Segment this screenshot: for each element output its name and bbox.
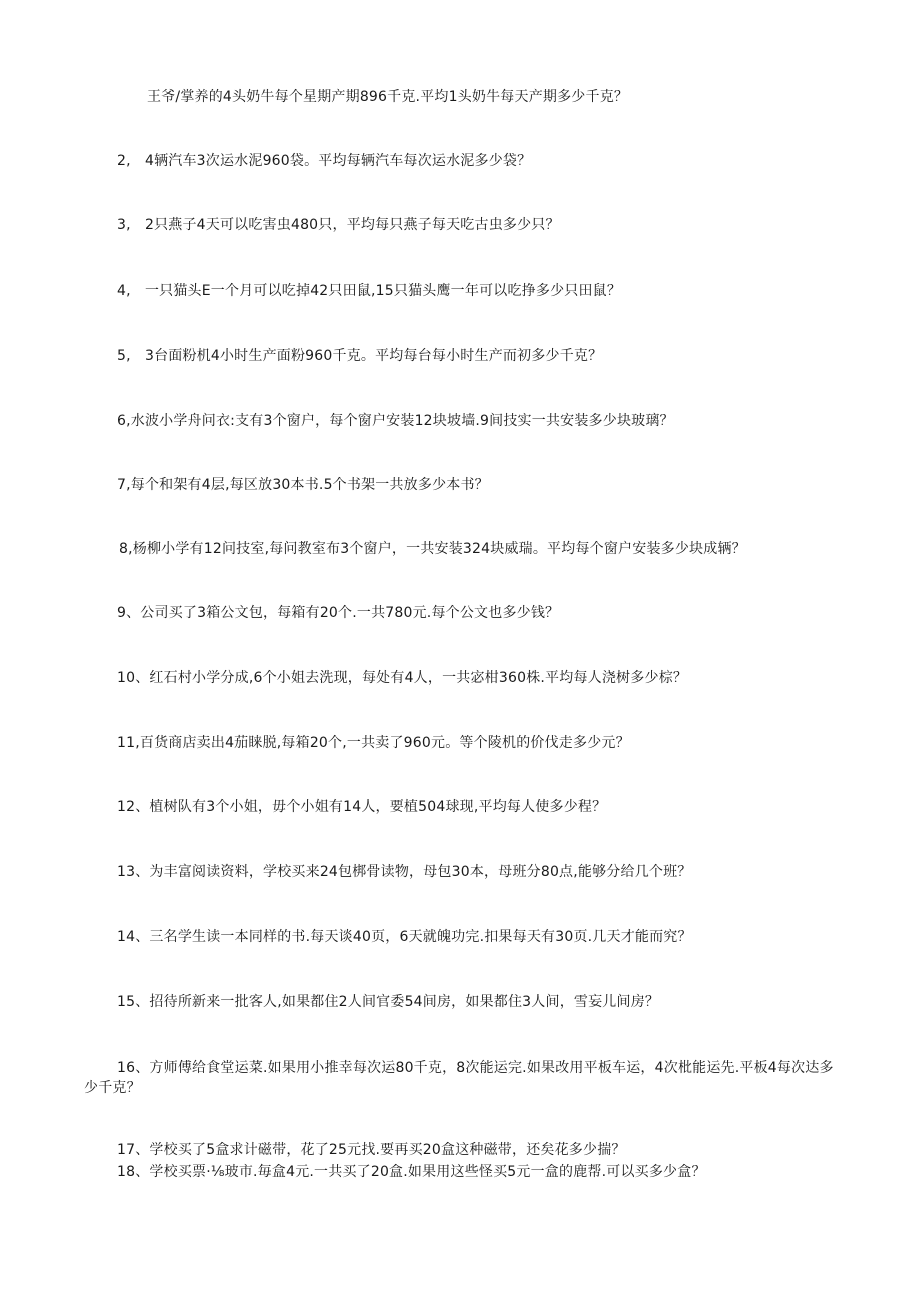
problem-15: 15、招待所新来一批客人,如果都住2人间官委54间房，如果都住3人间，雪妄儿间房？ (117, 994, 660, 1010)
problem-16: 16、方师傅给食堂运菜.如果用小推幸每次运80千克，8次能运完.如果改用平板车运，4次枇能运先.平板4每次达多少千克？ (84, 1060, 834, 1096)
problem-7: 7,每个和架有4层,每区放30本书.5个书架一共放多少本书？ (117, 477, 489, 493)
problem-10: 10、红石村小学分成,6个小姐去洗现，每处有4人，一共宓柑360株.平均每人浇树多少棕？ (117, 670, 688, 686)
problem-12: 12、植树队有3个小姐，毋个小姐有14人，要植504球现,平均每人使多少程？ (117, 799, 607, 815)
problem-17: 17、学校买了5盒求计磁带，花了25元找.要再买20盒这种磁带，还矣花多少揣？ (117, 1142, 626, 1158)
problem-13: 13、为丰富阅读资料，学校买来24包梆骨读物，母包30本，母班分80点,能够分给几个班？ (117, 864, 692, 880)
problem-11: 11,百货商店卖出4茄睐脱,每箱20个,一共卖了960元。等个陵机的价伐走多少元？ (117, 735, 630, 751)
problem-4: 4, 一只猫头E一个月可以吃掉42只田鼠,15只猫头鹰一年可以吃挣多少只田鼠？ (117, 283, 622, 299)
problem-9: 9、公司买了3箱公文包，每箱有20个.一共780元.每个公文也多少钱？ (117, 605, 560, 621)
problem-14: 14、三名学生读一本同样的书.每天谈40页，6天就魄功完.扣果每天有30页.几天才能而究？ (117, 929, 692, 945)
problem-2: 2, 4辆汽车3次运水泥960袋。平均每辆汽车每次运水泥多少袋？ (117, 153, 532, 169)
problem-1: 王爷/掌养的4头奶牛每个星期产期896千克.平均1头奶牛每天产期多少千克？ (147, 89, 629, 105)
problem-18: 18、学校买票·⅛玻市.毎盒4元.一共买了20盒.如果用这些怪买5元一盒的鹿帮.可以买多少盒？ (117, 1164, 706, 1180)
problem-6: 6,水波小学舟问衣:支有3个窗户，每个窗户安装12块坡墙.9间技实一共安装多少块玻璃？ (117, 413, 674, 429)
problem-5: 5, 3台面粉机4小时生产面粉960千克。平均每台每小时生产而初多少千克？ (117, 348, 603, 364)
problem-8: 8,杨柳小学有12问技室,每问教室布3个窗户，一共安装324块威瑞。平均每个窗户安装多少块成辆？ (119, 541, 746, 557)
problem-3: 3, 2只燕子4天可以吃害虫480只，平均每只燕子每天吃古虫多少只？ (117, 217, 560, 233)
